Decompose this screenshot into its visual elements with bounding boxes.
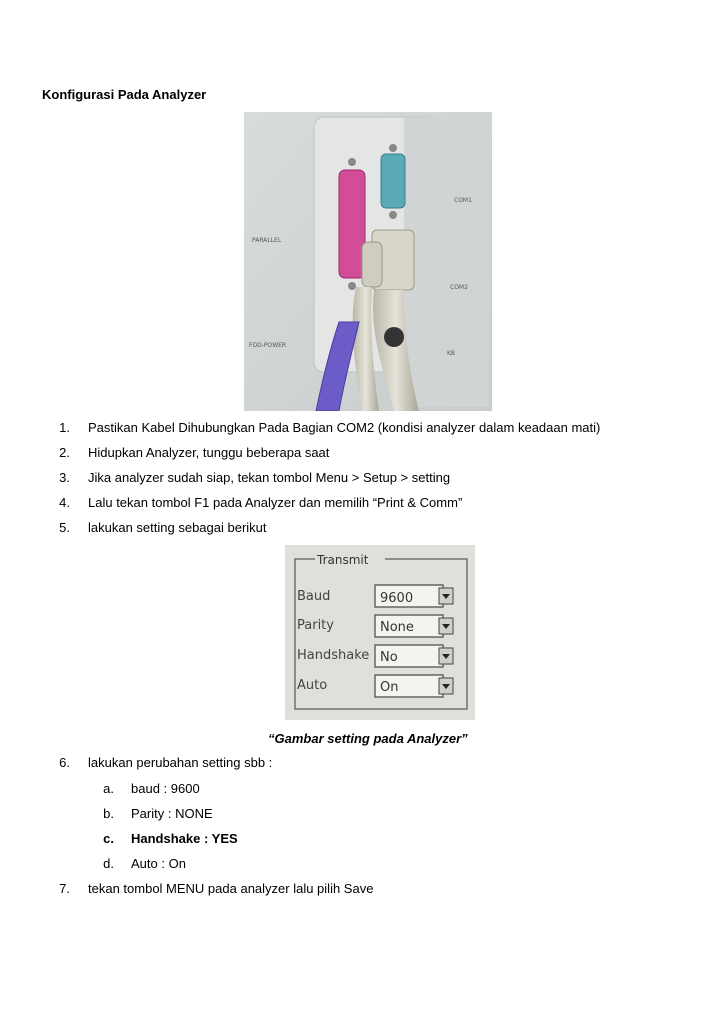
handshake-label: Handshake — [297, 648, 370, 663]
connector-panel-photo — [244, 112, 492, 411]
auto-value: On — [380, 680, 399, 695]
handshake-value: No — [380, 650, 398, 665]
connector-panel-illustration — [244, 112, 492, 411]
parity-value: None — [380, 620, 414, 635]
step-text: Jika analyzer sudah siap, tekan tombol Menu > Setup > setting — [88, 470, 451, 485]
step-number: 5. — [59, 520, 70, 535]
baud-value: 9600 — [380, 591, 414, 606]
step-number: 2. — [59, 445, 70, 460]
step-text: Hidupkan Analyzer, tunggu beberapa saat — [88, 445, 330, 460]
label-kb: KB — [447, 350, 456, 357]
sub-item-letter: c. — [103, 831, 114, 846]
label-com2: COM2 — [450, 284, 468, 291]
step-number: 7. — [59, 881, 70, 896]
sub-item-letter: b. — [103, 806, 114, 821]
sub-item-letter: a. — [103, 781, 114, 796]
auto-label: Auto — [297, 678, 328, 693]
sub-item-text: Auto : On — [131, 856, 186, 871]
figure-caption: “Gambar setting pada Analyzer” — [268, 731, 468, 746]
analyzer-screen-illustration — [285, 545, 475, 720]
step-text: tekan tombol MENU pada analyzer lalu pilih Save — [88, 881, 374, 896]
step-text: Pastikan Kabel Dihubungkan Pada Bagian COM2 (kondisi analyzer dalam keadaan mati) — [88, 420, 601, 435]
analyzer-screen-photo — [285, 545, 475, 720]
transmit-group-title: Transmit — [317, 553, 369, 567]
label-parallel: PARALLEL — [252, 237, 282, 244]
step-number: 6. — [59, 755, 70, 770]
parity-label: Parity — [297, 618, 334, 633]
sub-item-text: Parity : NONE — [131, 806, 213, 821]
step-text: lakukan perubahan setting sbb : — [88, 755, 273, 770]
step-number: 3. — [59, 470, 70, 485]
label-fdd-power: FDD-POWER — [249, 342, 287, 349]
step-number: 4. — [59, 495, 70, 510]
step-number: 1. — [59, 420, 70, 435]
step-text: Lalu tekan tombol F1 pada Analyzer dan memilih “Print & Comm” — [88, 495, 463, 510]
sub-item-text: baud : 9600 — [131, 781, 200, 796]
baud-label: Baud — [297, 589, 331, 604]
sub-item-letter: d. — [103, 856, 114, 871]
label-com1: COM1 — [454, 197, 472, 204]
page-title: Konfigurasi Pada Analyzer — [42, 87, 207, 102]
step-text: lakukan setting sebagai berikut — [88, 520, 267, 535]
sub-item-text: Handshake : YES — [131, 831, 238, 846]
